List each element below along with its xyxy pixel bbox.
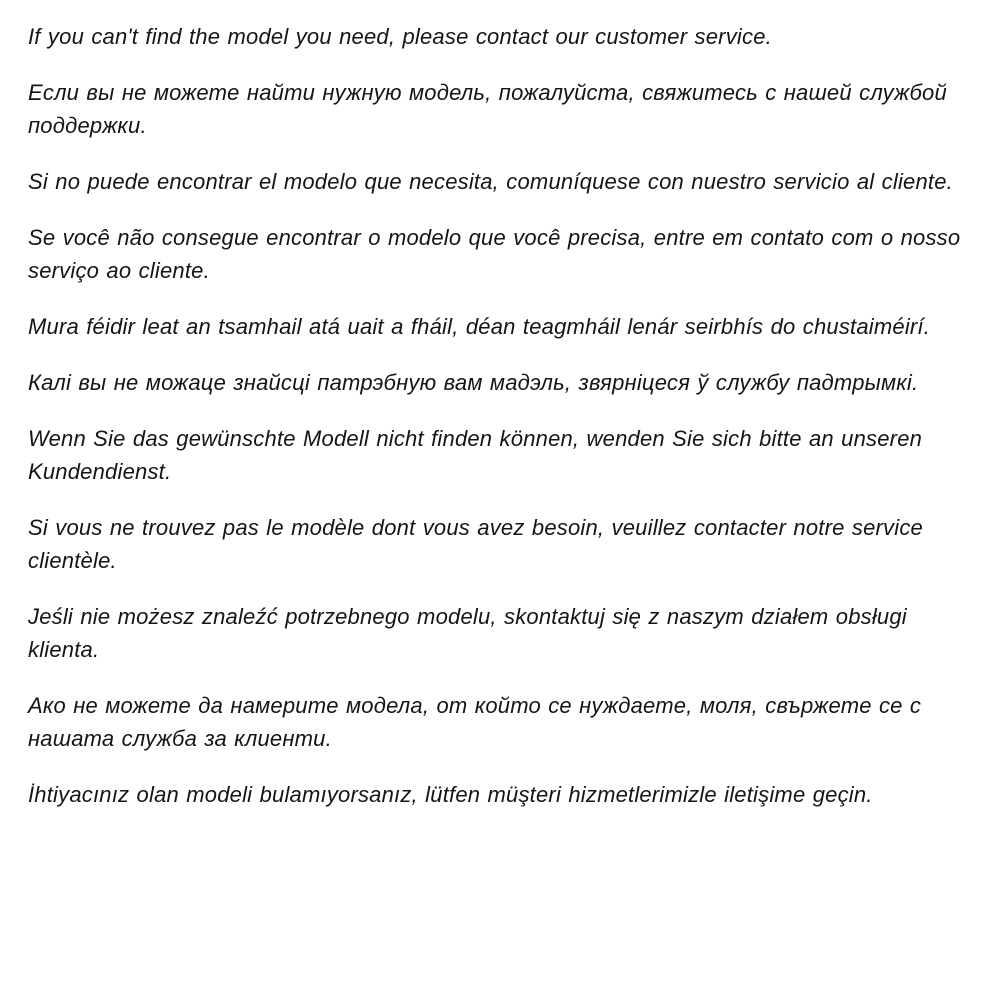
notice-paragraph-french: Si vous ne trouvez pas le modèle dont vous avez besoin, veuillez contacter notre service clientèle.: [28, 515, 923, 573]
notice-paragraph-belarusian: Калі вы не можаце знайсці патрэбную вам мадэль, звярніцеся ў службу падтрымкі.: [28, 370, 919, 395]
notice-paragraph-turkish: İhtiyacınız olan modeli bulamıyorsanız, lütfen müşteri hizmetlerimizle iletişime geçin.: [28, 782, 873, 807]
notice-paragraph-russian: Если вы не можете найти нужную модель, пожалуйста, свяжитесь с нашей службой поддержки.: [28, 80, 947, 138]
notice-paragraph-irish: Mura féidir leat an tsamhail atá uait a fháil, déan teagmháil lenár seirbhís do chustaiméirí.: [28, 314, 931, 339]
notice-paragraph-portuguese: Se você não consegue encontrar o modelo que você precisa, entre em contato com o nosso serviço ao cliente.: [28, 225, 961, 283]
notice-paragraph-bulgarian: Ако не можете да намерите модела, от който се нуждаете, моля, свържете се с нашата служба за клиенти.: [28, 693, 922, 751]
notice-paragraph-spanish: Si no puede encontrar el modelo que necesita, comuníquese con nuestro servicio al cliente.: [28, 169, 953, 194]
notice-paragraph-english: If you can't find the model you need, please contact our customer service.: [28, 24, 772, 49]
notice-paragraph-german: Wenn Sie das gewünschte Modell nicht finden können, wenden Sie sich bitte an unseren Kundendienst.: [28, 426, 923, 484]
notice-paragraph-polish: Jeśli nie możesz znaleźć potrzebnego modelu, skontaktuj się z naszym działem obsługi klienta.: [28, 604, 907, 662]
